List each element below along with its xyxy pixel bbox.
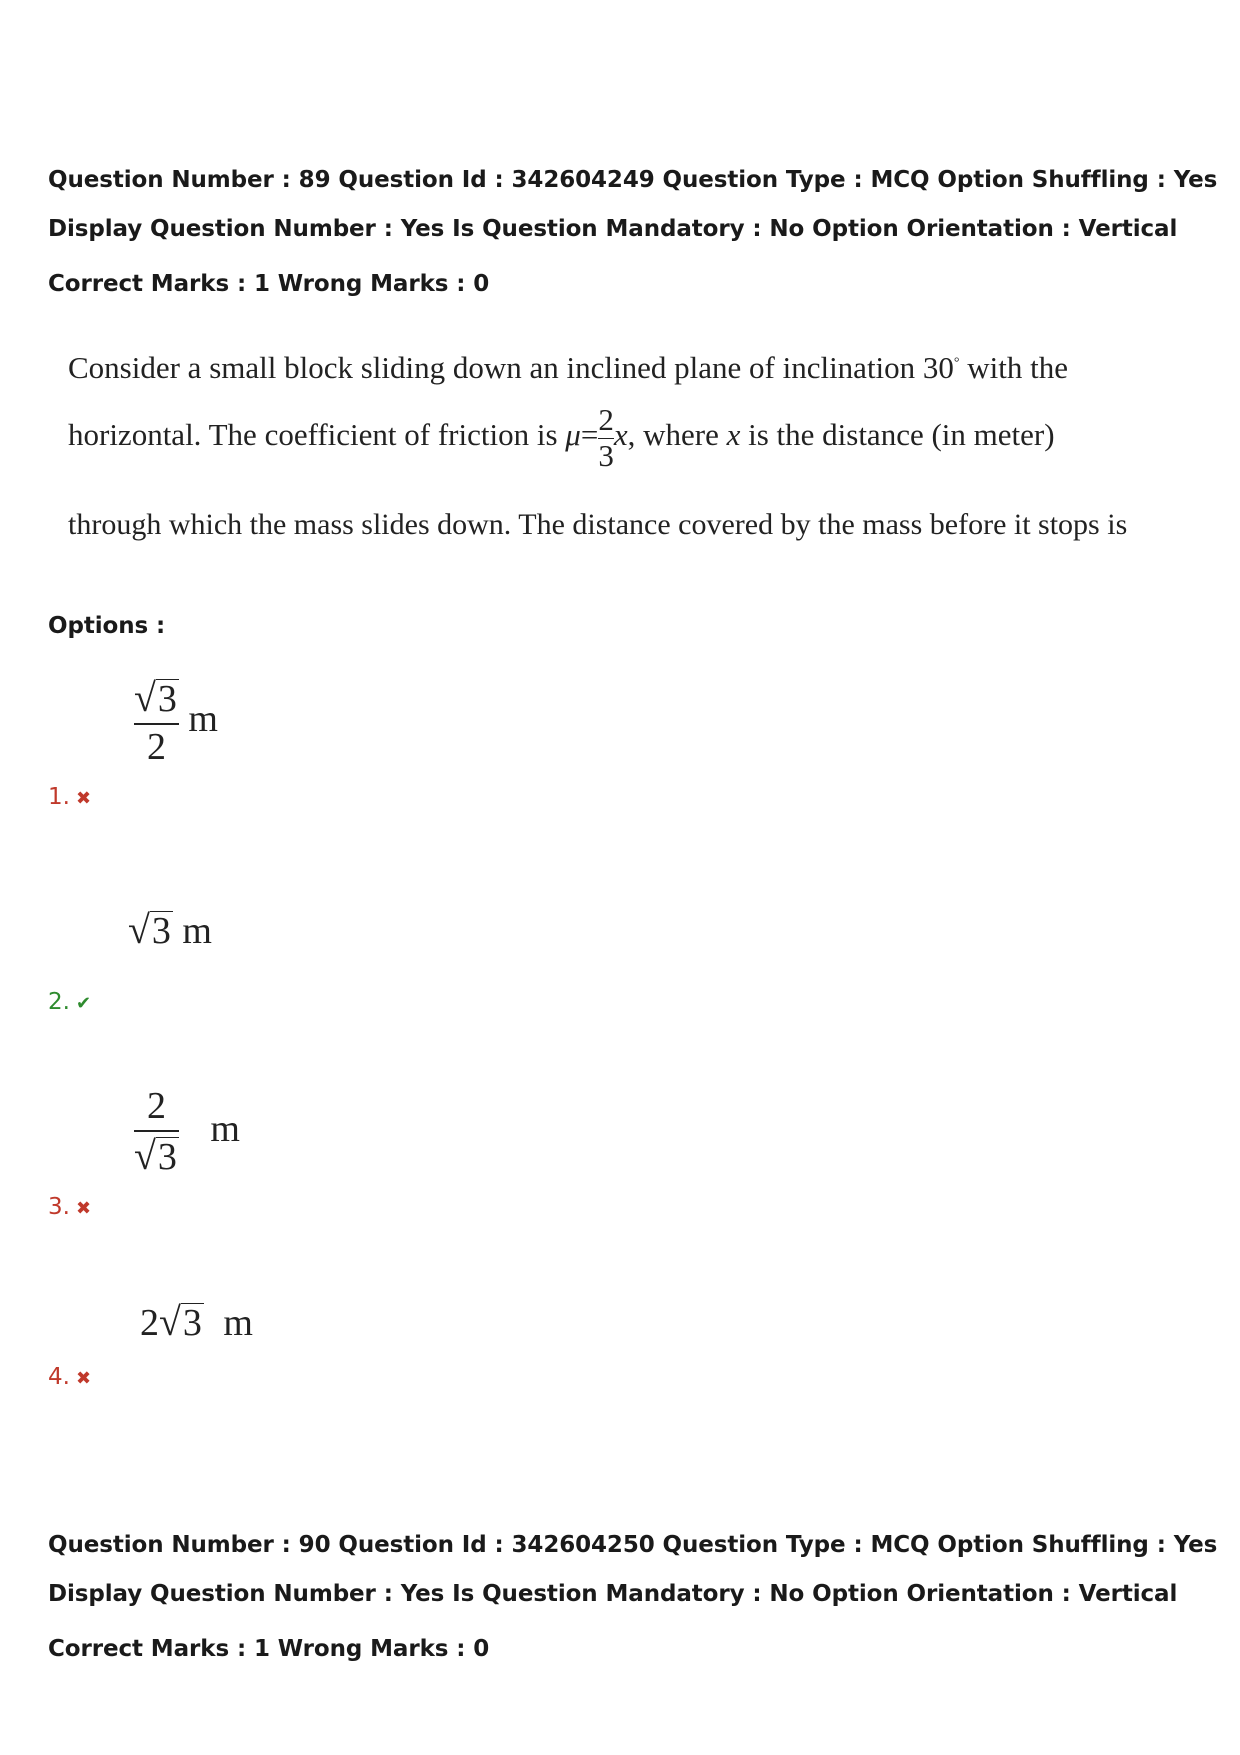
option-4-label: 4. ✖: [48, 1364, 92, 1390]
option-1-label: 1. ✖: [48, 784, 92, 810]
wrong-icon: ✖: [75, 1198, 92, 1219]
q89-meta-line3: Correct Marks : 1 Wrong Marks : 0: [48, 271, 490, 297]
q90-meta-line1: Question Number : 90 Question Id : 342604250 Question Type : MCQ Option Shuffling : Yes: [48, 1532, 1218, 1558]
q89-meta-line2: Display Question Number : Yes Is Question Mandatory : No Option Orientation : Vertical: [48, 216, 1178, 242]
stem-line-1: Consider a small block sliding down an inclined plane of inclination 30° with the: [68, 350, 1069, 385]
stem-line-3: through which the mass slides down. The distance covered by the mass before it stops is: [68, 508, 1128, 541]
wrong-icon: ✖: [75, 788, 92, 809]
q89-meta-line1: Question Number : 89 Question Id : 342604249 Question Type : MCQ Option Shuffling : Yes: [48, 167, 1218, 193]
option-1-expression: $\frac{√3}{2}$ m: [134, 675, 218, 768]
q90-meta-line2: Display Question Number : Yes Is Question Mandatory : No Option Orientation : Vertical: [48, 1581, 1178, 1607]
option-3-label: 3. ✖: [48, 1194, 92, 1220]
option-2-expression: √3 m: [128, 907, 212, 952]
option-3-expression: $\frac{2}{√3}$ m: [134, 1085, 240, 1178]
option-2-label: 2. ✔: [48, 989, 92, 1015]
options-label: Options :: [48, 613, 166, 639]
wrong-icon: ✖: [75, 1368, 92, 1389]
friction-fraction: $\frac{2}{3}$: [598, 402, 614, 473]
q90-meta-line3: Correct Marks : 1 Wrong Marks : 0: [48, 1636, 490, 1662]
check-icon: ✔: [75, 993, 92, 1014]
stem-line-2: horizontal. The coefficient of friction is μ= $\frac{2}{3}$ x, where x is the distance (in meter): [68, 402, 1055, 473]
question-stem: [68, 340, 1128, 560]
option-4-expression: 2√3 m: [140, 1299, 253, 1344]
